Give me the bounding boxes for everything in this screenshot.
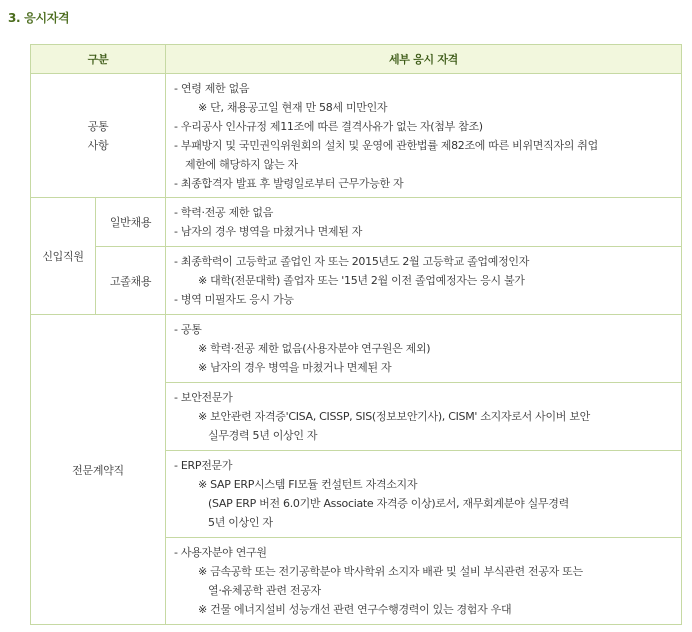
detail-line: 실무경력 5년 이상인 자 [208,429,318,442]
detail-contract-researcher [166,538,682,625]
row-common [31,74,682,198]
detail-line: ※ 금속공학 또는 전기공학분야 박사학위 소지자 배관 및 설비 부식관련 전공자 또는 [198,565,583,578]
row-contract-common [31,315,682,383]
category-contract: 전문계약직 [31,315,166,625]
detail-common [166,74,682,198]
category-common [31,74,166,198]
detail-line: - 최종합격자 발표 후 발령일로부터 근무가능한 자 [174,176,404,190]
detail-line: ※ 남자의 경우 병역을 마쳤거나 면제된 자 [198,361,392,374]
detail-line: - 보안전문가 [174,391,233,404]
detail-line: - 부패방지 및 국민권익위원회의 설치 및 운영에 관한법률 제82조에 따른 비위면직자의 취업 [174,138,598,152]
row-highschool-hire [31,247,682,315]
detail-line: ※ 대학(전문대학) 졸업자 또는 '15년 2월 이전 졸업예정자는 응시 불가 [198,274,525,287]
section-title: 3. 응시자격 [8,11,70,25]
detail-line: - 우리공사 인사규정 제11조에 따른 결격사유가 없는 자(첨부 참조) [174,119,483,133]
category-common-line1: 공통 [87,119,109,133]
detail-line: - 학력·전공 제한 없음 [174,206,274,219]
table-header-row [31,45,682,74]
detail-line: 제한에 해당하지 않는 자 [185,157,298,171]
category-new-hire: 신입직원 [31,198,96,315]
detail-line: ※ 학력·전공 제한 없음(사용자분야 연구원은 제외) [198,342,431,355]
row-general-hire [31,198,682,247]
detail-line: 열·유체공학 관련 전공자 [208,584,321,597]
detail-contract-common [166,315,682,383]
qualification-table [30,44,682,625]
category-common-line2: 사항 [87,138,109,152]
detail-line: ※ 건물 에너지설비 성능개선 관련 연구수행경력이 있는 경험자 우대 [198,603,512,616]
detail-line: ※ 보안관련 자격증'CISA, CISSP, SIS(정보보안기사), CISM' 소지자로서 사이버 보안 [198,410,590,423]
detail-line: - 최종학력이 고등학교 졸업인 자 또는 2015년도 2월 고등학교 졸업예정인자 [174,255,530,268]
detail-line: - 남자의 경우 병역을 마쳤거나 면제된 자 [174,225,363,238]
detail-line: ※ SAP ERP시스템 FI모듈 컨설턴트 자격소지자 [198,478,418,491]
detail-line: 5년 이상인 자 [208,516,273,529]
detail-line: - 사용자분야 연구원 [174,546,267,559]
detail-contract-erp [166,451,682,538]
detail-highschool-hire [166,247,682,315]
detail-line: - 연령 제한 없음 [174,81,250,95]
detail-line: (SAP ERP 버전 6.0기반 Associate 자격증 이상)로서, 재무회계분야 실무경력 [208,497,569,510]
header-category: 구분 [31,45,166,74]
detail-contract-security [166,383,682,451]
category-general-hire: 일반채용 [96,198,166,247]
detail-line: - ERP전문가 [174,459,233,472]
header-detail: 세부 응시 자격 [166,45,682,74]
detail-general-hire [166,198,682,247]
detail-line: - 공통 [174,323,202,336]
category-highschool-hire: 고졸채용 [96,247,166,315]
detail-line: ※ 단, 채용공고일 현재 만 58세 미만인자 [198,100,388,114]
detail-line: - 병역 미필자도 응시 가능 [174,293,294,306]
